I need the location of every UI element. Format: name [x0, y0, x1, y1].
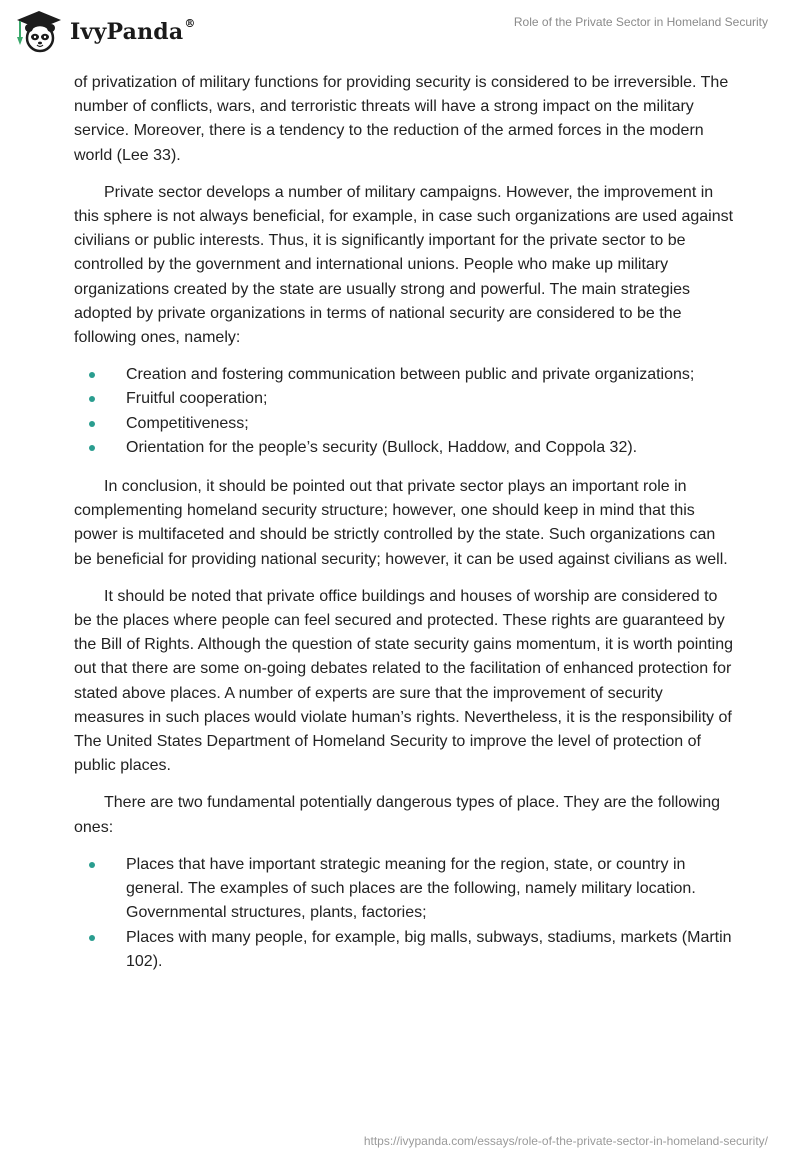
bullet-icon	[89, 372, 95, 378]
list-item	[74, 412, 734, 436]
essay-body	[74, 71, 734, 989]
list-item-text: Places that have important strategic meaning for the region, state, or country in general. The examples of such places are the following, namely military location. Governmental structures, plants, factories;	[126, 855, 696, 922]
list-item-text: Places with many people, for example, big malls, subways, stadiums, markets (Martin 102).	[126, 928, 732, 970]
list-item	[74, 387, 734, 411]
logo-wordmark	[70, 19, 196, 45]
registered-mark: ®	[184, 17, 196, 30]
paragraph-1: of privatization of military functions for providing security is considered to be irreversible. The number of conflicts, wars, and terroristic threats will have a strong impact on the military service. Moreover, there is a tendency to the reduction of the armed forces in the modern world (Lee 33).	[74, 74, 729, 164]
list-item-text: Creation and fostering communication between public and private organizations;	[126, 366, 695, 384]
bullet-icon	[89, 862, 95, 868]
source-url[interactable]: https://ivypanda.com/essays/role-of-the-private-sector-in-homeland-security/	[363, 1134, 768, 1148]
list-item-text: Fruitful cooperation;	[126, 390, 268, 408]
bullet-icon	[89, 396, 95, 402]
paragraph-5: There are two fundamental potentially dangerous types of place. They are the following ones:	[74, 794, 721, 836]
paragraph-2: Private sector develops a number of military campaigns. However, the improvement in this sphere is not always beneficial, for example, in case such organizations are used against civilians or public interests. Thus, it is significantly important for the private sector to be controlled by the government and international unions. People who make up military organizations created by the state are usually strong and powerful. The main strategies adopted by private organizations in terms of national security are considered to be the following ones, namely:	[74, 183, 734, 347]
strategies-list	[74, 363, 734, 460]
places-list	[74, 853, 734, 974]
paragraph-3: In conclusion, it should be pointed out that private sector plays an important role in complementing homeland security structure; however, one should keep in mind that this power is multifaceted and should be strictly controlled by the state. Such organizations can be beneficial for providing national security; however, it can be used against civilians as well.	[74, 478, 728, 568]
paragraph-4: It should be noted that private office buildings and houses of worship are considered to be the places where people can feel secured and protected. These rights are guaranteed by the Bill of Rights. Although the question of state security gains momentum, it is worth pointing out that there are some on-going debates related to the facilitation of enhanced protection for stated above places. A number of experts are sure that the improvement of security measures in such places would violate human’s rights. Nevertheless, it is the responsibility of The United States Department of Homeland Security to improve the level of protection of public places.	[74, 587, 734, 775]
logo-name: IvyPanda	[70, 19, 184, 45]
list-item	[74, 926, 734, 974]
ivypanda-logo[interactable]	[14, 8, 196, 56]
bullet-icon	[89, 421, 95, 427]
list-item	[74, 363, 734, 387]
bullet-icon	[89, 935, 95, 941]
panda-graduate-icon	[14, 9, 64, 55]
list-item-text: Orientation for the people’s security (Bullock, Haddow, and Coppola 32).	[126, 438, 638, 456]
bullet-icon	[89, 445, 95, 451]
list-item-text: Competitiveness;	[126, 414, 249, 432]
page-header	[0, 0, 800, 62]
list-item	[74, 436, 734, 460]
document-title: Role of the Private Sector in Homeland Security	[513, 15, 768, 29]
list-item	[74, 853, 734, 926]
